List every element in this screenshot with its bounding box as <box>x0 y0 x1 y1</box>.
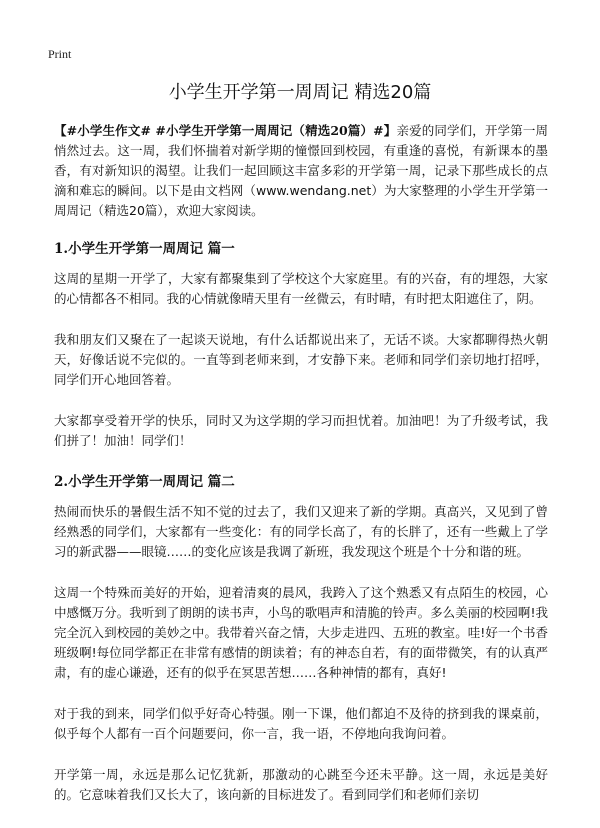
section-paragraph: 大家都享受着开学的快乐，同时又为这学期的学习而担忧着。加油吧！为了升级考试，我们拼了！加油！同学们！ <box>54 413 548 448</box>
section-heading: 1.小学生开学第一周周记 篇一 <box>54 241 235 257</box>
section-paragraph: 开学第一周，永远是那么记忆犹新，那激动的心跳至今还未平静。这一周，永远是美好的。它意味着我们又长大了，该向新的目标进发了。看到同学们和老师们亲切 <box>54 767 548 802</box>
intro-paragraph <box>54 121 548 221</box>
section-paragraph: 这周的星期一开学了，大家有都聚集到了学校这个大家庭里。有的兴奋，有的埋怨，大家的心情都各不相同。我的心情就像晴天里有一丝微云，有时晴，有时把太阳遮住了，阴。 <box>54 271 548 306</box>
section-paragraph: 我和朋友们又聚在了一起谈天说地，有什么话都说出来了，无话不谈。大家都聊得热火朝天，好像话说不完似的。一直等到老师来到，才安静下来。老师和同学们亲切地打招呼，同学们开心地回答着。 <box>54 332 548 387</box>
article-body <box>54 121 548 826</box>
section-2 <box>54 472 548 805</box>
section-paragraph: 对于我的到来，同学们似乎好奇心特强。刚一下课，他们都迫不及待的挤到我的课桌前，似乎每个人都有一百个问题要问，你一言，我一语，不停地向我询问着。 <box>54 706 548 741</box>
intro-tags: 【#小学生作文# #小学生开学第一周周记（精选20篇）#】 <box>54 123 397 138</box>
print-link[interactable]: Print <box>48 47 72 61</box>
page-title: 小学生开学第一周周记 精选20篇 <box>168 82 432 103</box>
section-paragraph: 热闹而快乐的暑假生活不知不觉的过去了，我们又迎来了新的学期。真高兴，又见到了曾经熟悉的同学们，大家都有一些变化：有的同学长高了，有的长胖了，还有一些戴上了学习的新武器——眼镜……的变化应该是我调了新班，我发现这个班是个十分和谐的班。 <box>54 504 548 559</box>
section-paragraph: 这周一个特殊而美好的开始，迎着清爽的晨风，我跨入了这个熟悉又有点陌生的校园，心中感慨万分。我听到了朗朗的读书声，小鸟的歌唱声和清脆的铃声。多么美丽的校园啊!我完全沉入到校园的美妙之中。我带着兴奋之情，大步走进四、五班的教室。哇!好一个书香班级啊!每位同学都正在非常有感情的朗读着；有的神态自若，有的面带微笑，有的认真严肃，有的虚心谦逊，还有的似乎在冥思苦想……各种神情的都有，真好! <box>54 585 548 680</box>
section-1 <box>54 239 548 451</box>
intro-text: 亲爱的同学们，开学第一周悄然过去。这一周，我们怀揣着对新学期的憧憬回到校园，有重逢的喜悦，有新课本的墨香，有对新知识的渴望。让我们一起回顾这丰富多彩的开学第一周，记录下那些成长的点滴和难忘的瞬间。以下是由文档网（www.wendang.net）为大家整理的小学生开学第一周周记（精选20篇），欢迎大家阅读。 <box>54 123 548 218</box>
section-heading: 2.小学生开学第一周周记 篇二 <box>54 474 235 490</box>
